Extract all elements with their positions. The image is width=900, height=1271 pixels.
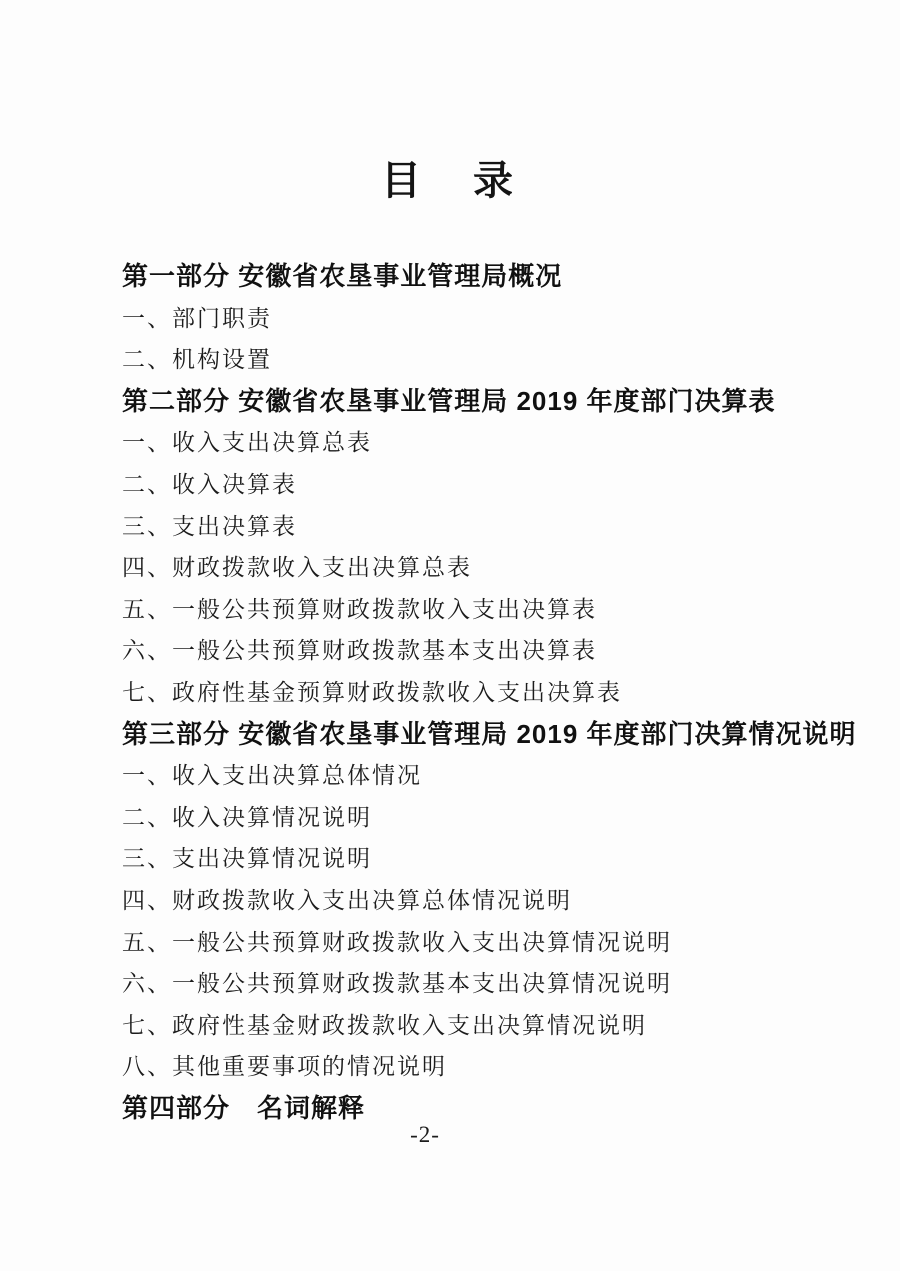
toc-item: 二、收入决算表 — [122, 471, 297, 497]
toc-section-heading-2: 第二部分 安徽省农垦事业管理局 2019 年度部门决算表 — [122, 385, 776, 416]
toc-item: 四、财政拨款收入支出决算总体情况说明 — [122, 887, 572, 913]
toc-item: 七、政府性基金预算财政拨款收入支出决算表 — [122, 679, 622, 705]
toc-item: 五、一般公共预算财政拨款收入支出决算情况说明 — [122, 929, 672, 955]
toc-item: 四、财政拨款收入支出决算总表 — [122, 555, 472, 581]
page-number: -2- — [410, 1122, 440, 1147]
toc-item: 二、机构设置 — [122, 347, 272, 373]
table-of-contents — [122, 256, 857, 1129]
toc-item: 六、一般公共预算财政拨款基本支出决算情况说明 — [122, 971, 672, 997]
toc-section-heading-3: 第三部分 安徽省农垦事业管理局 2019 年度部门决算情况说明 — [122, 718, 857, 749]
toc-item: 五、一般公共预算财政拨款收入支出决算表 — [122, 596, 597, 622]
toc-item: 七、政府性基金财政拨款收入支出决算情况说明 — [122, 1012, 647, 1038]
toc-item: 一、收入支出决算总表 — [122, 430, 372, 456]
toc-item: 一、部门职责 — [122, 305, 272, 331]
toc-item: 三、支出决算情况说明 — [122, 846, 372, 872]
toc-section-heading-4: 第四部分 名词解释 — [122, 1092, 366, 1123]
toc-item: 八、其他重要事项的情况说明 — [122, 1054, 447, 1080]
page-title: 目 录 — [381, 158, 519, 203]
toc-item: 一、收入支出决算总体情况 — [122, 763, 422, 789]
toc-section-heading-1: 第一部分 安徽省农垦事业管理局概况 — [122, 261, 563, 291]
toc-item: 六、一般公共预算财政拨款基本支出决算表 — [122, 638, 597, 664]
toc-item: 二、收入决算情况说明 — [122, 804, 372, 830]
toc-item: 三、支出决算表 — [122, 513, 297, 539]
page-footer — [0, 1122, 900, 1148]
